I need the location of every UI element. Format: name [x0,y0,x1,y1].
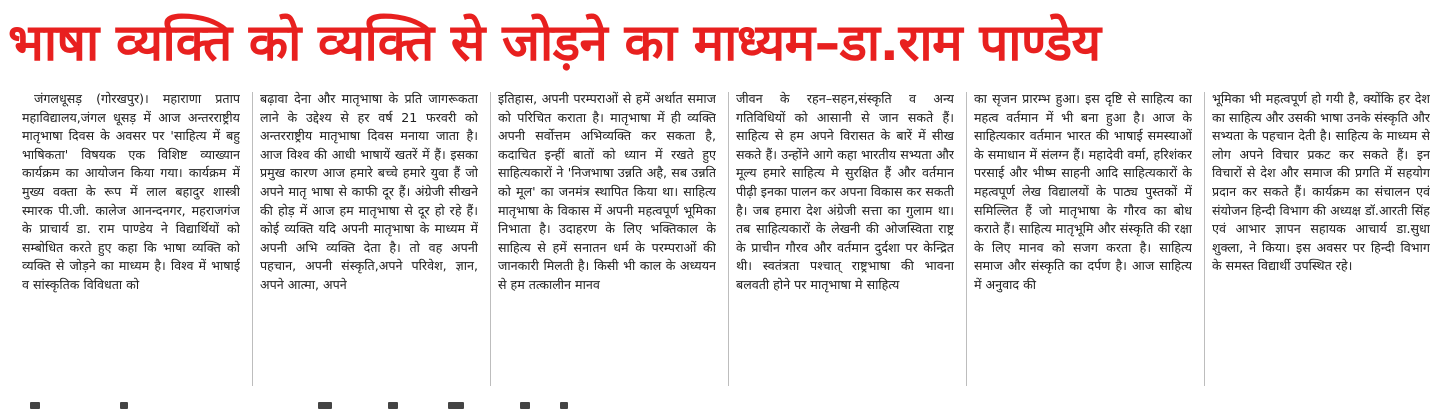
column-text: भूमिका भी महत्वपूर्ण हो गयी है, क्योंकि हर देश का साहित्य और उसकी भाषा उनके संस्कृति और सभ्यता के पहचान देती है। साहित्य के माध्यम से लोग अपने विचार प्रकट कर सकते हैं। इन विचारों से देश और समाज की प्रगति में सहयोग प्रदान कर सकते हैं। कार्यक्रम का संचालन एवं संयोजन हिन्दी विभाग की अध्यक्ष डॉ.आरती सिंह एवं आभार ज्ञापन सहायक आचार्य डा.सुधा शुक्ला, ने किया। इस अवसर पर हिन्दी विभाग के समस्त विद्यार्थी उपस्थित रहे। [1212,91,1430,274]
column-text: इतिहास, अपनी परम्पराओं से हमें अर्थात समाज को परिचित कराता है। मातृभाषा में ही व्यक्ति अपनी सर्वोत्तम अभिव्यक्ति कर सकता है, कदाचित इन्हीं बातों को ध्यान में रखते हुए साहित्यकारों ने 'निजभाषा उन्नति अहै, सब उन्नति को मूल' का जनमंत्र स्थापित किया था। साहित्य मातृभाषा के विकास में अपनी महत्वपूर्ण भूमिका निभाता है। उदाहरण के लिए भक्तिकाल के साहित्य से हमें सनातन धर्म के परम्पराओं की जानकारी मिलती है। किसी भी काल के अध्ययन से हम तत्कालीन मानव [498,91,716,292]
column-divider [252,92,253,386]
article-column-1 [22,90,240,388]
article-column-5 [974,90,1192,388]
next-article-cutoff [0,398,1456,409]
article-body [22,90,1446,390]
column-text: जंगलधूसड़ (गोरखपुर)। महाराणा प्रताप महाविद्यालय,जंगल धूसड़ में आज अन्तरराष्ट्रीय मातृभाषा दिवस के अवसर पर 'साहित्य में बहु भाषिकता' विषयक एक विशिष्ट व्याख्यान कार्यक्रम का आयोजन किया गया। कार्यक्रम में मुख्य वक्ता के रूप में लाल बहादुर शास्त्री स्मारक पी.जी. कालेज आनन्दनगर, महराजगंज के प्राचार्य डा. राम पाण्डेय ने विद्यार्थियों को सम्बोधित करते हुए कहा कि भाषा व्यक्ति को व्यक्ति से जोड़ने का माध्यम है। विश्व में भाषाई व सांस्कृतिक विविधता को [22,91,240,292]
column-text: जीवन के रहन–सहन,संस्कृति व अन्य गतिविधियों को आसानी से जान सकते हैं। साहित्य से हम अपने विरासत के बारें में सीख सकते हैं। उन्होंने आगे कहा भारतीय सभ्यता और मूल्य हमारे साहित्य मे सुरक्षित हैं और वर्तमान पीढ़ी इनका पालन कर अपना विकास कर सकती है। जब हमारा देश अंग्रेजी सत्ता का गुलाम था। तब साहित्यकारों के लेखनी की ओजस्विता राष्ट्र के प्राचीन गौरव और वर्तमान दुर्दशा पर केन्द्रित थी। स्वतंत्रता पश्चात् राष्ट्रभाषा की भावना बलवती होने पर मातृभाषा मे साहित्य [736,91,954,292]
column-divider [490,92,491,386]
column-text: का सृजन प्रारम्भ हुआ। इस दृष्टि से साहित्य का महत्व वर्तमान में भी बना हुआ है। आज के साहित्यकार वर्तमान भारत की भाषाई समस्याओं के समाधान में संलग्न हैं। महादेवी वर्मा, हरिशंकर परसाई और भीष्म साहनी आदि साहित्यकारों के महत्वपूर्ण लेख विद्यालयों के पाठ्य पुस्तकों में समिल्लित हैं जो मातृभाषा के गौरव का बोध कराते हैं। साहित्य मातृभूमि और संस्कृति की रक्षा के लिए मानव को सजग करता है। साहित्य समाज और संस्कृति का दर्पण है। आज साहित्य में अनुवाद की [974,91,1192,292]
column-divider [966,92,967,386]
column-divider [728,92,729,386]
article-column-4 [736,90,954,388]
column-text: बढ़ावा देना और मातृभाषा के प्रति जागरूकता लाने के उद्देश्य से हर वर्ष 21 फरवरी को अन्तरराष्ट्रीय मातृभाषा दिवस मनाया जाता है। आज विश्व की आधी भाषायें खतरें में हैं। इसका प्रमुख कारण आज हमारे बच्चे हमारे युवा हैं जो अपने मातृ भाषा से काफी दूर हैं। अंग्रेजी सीखने की होड़ में आज हम मातृभाषा से दूर हो रहे हैं। कोई व्यक्ति यदि अपनी मातृभाषा के माध्यम में अपनी अभि व्यक्ति देता है। तो वह अपनी पहचान, अपनी संस्कृति,अपने परिवेश, ज्ञान, अपने आत्मा, अपने [260,91,478,292]
column-divider [1204,92,1205,386]
headline: भाषा व्यक्ति को व्यक्ति से जोड़ने का माध्यम–डा.राम पाण्डेय [8,14,1101,73]
article-column-2 [260,90,478,388]
article-column-6 [1212,90,1430,388]
article-column-3 [498,90,716,388]
